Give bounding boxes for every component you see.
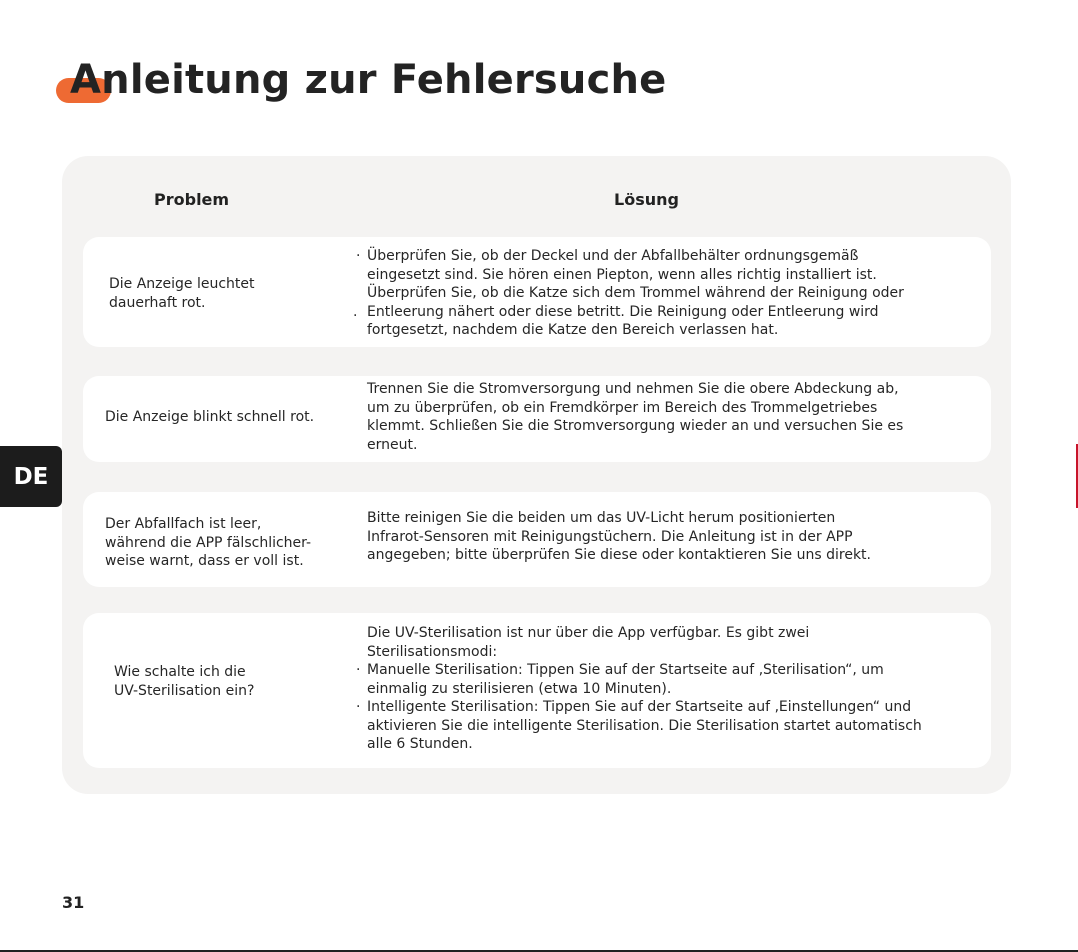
solution-line: Trennen Sie die Stromversorgung und nehmen Sie die obere Abdeckung ab,	[367, 381, 899, 397]
bullet-icon: .	[353, 303, 358, 320]
problem-text: Die Anzeige leuchtet dauerhaft rot.	[109, 276, 255, 311]
title-block	[56, 54, 667, 106]
solution-line: Überprüfen Sie, ob die Katze sich dem Trommel während der Reinigung oder	[367, 285, 904, 301]
solution-cell	[356, 624, 987, 754]
solution-line: Die UV-Sterilisation ist nur über die App verfügbar. Es gibt zwei	[367, 625, 810, 641]
solution-line: um zu überprüfen, ob ein Fremdkörper im Bereich des Trommelgetriebes	[367, 399, 878, 416]
solution-line: erneut.	[367, 436, 418, 453]
solution-line: eingesetzt sind. Sie hören einen Piepton, wenn alles richtig installiert ist.	[367, 266, 877, 283]
problem-cell	[105, 275, 305, 312]
table-row	[83, 613, 991, 768]
solution-cell	[367, 509, 979, 565]
troubleshooting-table	[62, 156, 1011, 794]
problem-line: während die APP fälschlicher-	[105, 534, 312, 551]
problem-line: UV-Sterilisation ein?	[114, 682, 255, 699]
table-row	[83, 376, 991, 462]
solution-line: aktivieren Sie die intelligente Sterilisation. Die Sterilisation startet automatisch	[367, 717, 922, 734]
language-tab: DE	[0, 446, 62, 507]
solution-line: Infrarot-Sensoren mit Reinigungstüchern. Die Anleitung ist in der APP	[367, 528, 853, 545]
header-solution: Lösung	[614, 190, 679, 209]
solution-line: einmalig zu sterilisieren (etwa 10 Minuten).	[367, 680, 672, 697]
problem-cell	[105, 515, 355, 571]
header-problem: Problem	[154, 190, 230, 209]
table-row	[83, 492, 991, 587]
problem-text: Die Anzeige blinkt schnell rot.	[105, 409, 315, 425]
page-title: Anleitung zur Fehlersuche	[70, 57, 667, 103]
solution-line: alle 6 Stunden.	[367, 736, 473, 752]
bullet-icon: ·	[356, 248, 361, 264]
problem-line: Wie schalte ich die	[114, 664, 246, 680]
problem-line: weise warnt, dass er voll ist.	[105, 553, 304, 569]
bullet-icon: ·	[356, 662, 361, 678]
page-number: 31	[62, 893, 85, 912]
problem-line: Der Abfallfach ist leer,	[105, 516, 262, 532]
solution-line: . Entleerung nähert oder diese betritt. Die Reinigung oder Entleerung wird	[353, 303, 879, 320]
bullet-icon: ·	[356, 699, 361, 715]
solution-cell	[367, 380, 979, 454]
solution-cell	[353, 247, 979, 340]
solution-line: fortgesetzt, nachdem die Katze den Bereich verlassen hat.	[367, 322, 779, 338]
problem-cell	[105, 408, 355, 427]
solution-line: · Manuelle Sterilisation: Tippen Sie auf der Startseite auf ‚Sterilisation“, um	[356, 662, 884, 678]
solution-line: · Überprüfen Sie, ob der Deckel und der Abfallbehälter ordnungsgemäß	[356, 248, 859, 264]
solution-line: angegeben; bitte überprüfen Sie diese oder kontaktieren Sie uns direkt.	[367, 547, 871, 563]
solution-line: · Intelligente Sterilisation: Tippen Sie auf der Startseite auf ‚Einstellungen“ und	[356, 699, 912, 715]
solution-line: klemmt. Schließen Sie die Stromversorgung wieder an und versuchen Sie es	[367, 418, 904, 434]
solution-line: Bitte reinigen Sie die beiden um das UV-Licht herum positionierten	[367, 510, 836, 526]
problem-cell	[114, 663, 334, 700]
table-row	[83, 237, 991, 347]
solution-line: Sterilisationsmodi:	[367, 643, 498, 660]
